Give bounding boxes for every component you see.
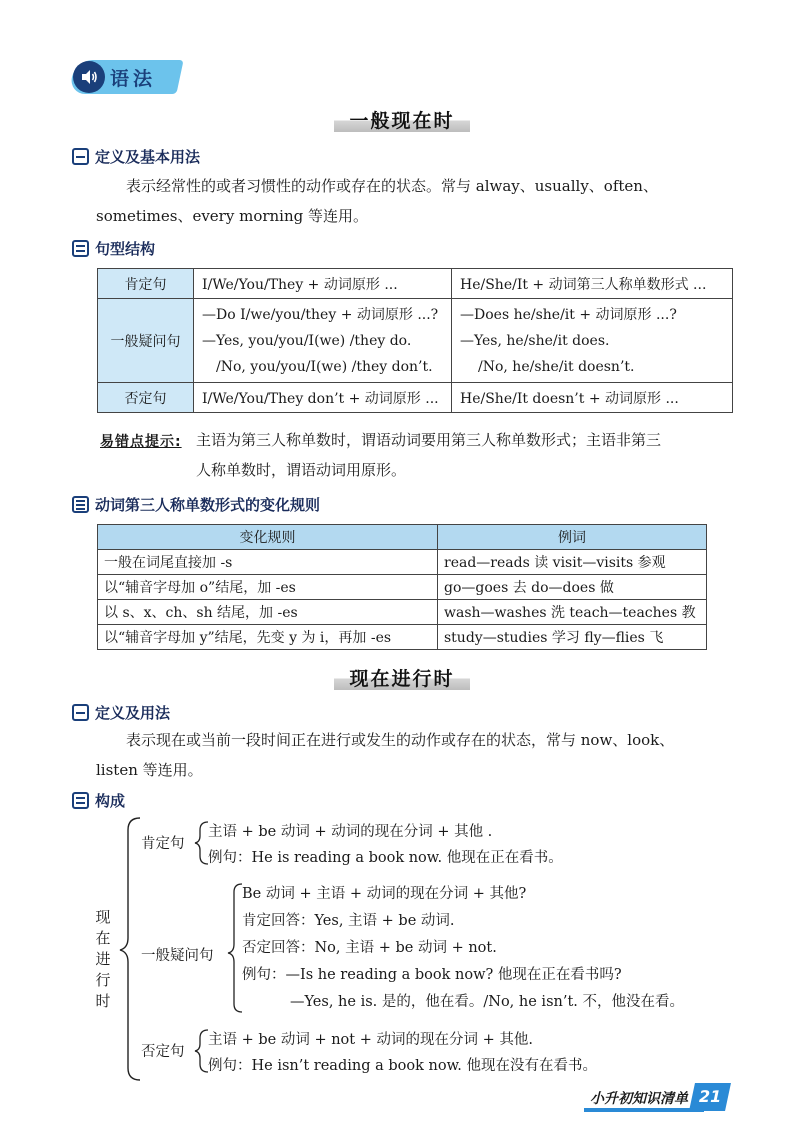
cell-line: /No, you/you/I(we) /they don’t. (216, 358, 433, 375)
question-line-3: 否定回答：No, 主语 + be 动词 + not. (242, 940, 497, 956)
affirmative-label: 肯定句 (141, 836, 185, 852)
question-line-2: 肯定回答：Yes, 主语 + be 动词. (242, 913, 455, 929)
question-line-4: 例句：—Is he reading a book now? 他现在正在看书吗? (242, 967, 622, 983)
heading-composition-label: 构成 (95, 791, 126, 810)
cell-line: —Yes, he/she/it does. (460, 332, 610, 349)
table-cell: I/We/You/They don’t + 动词原形 ... (194, 383, 452, 413)
affirmative-line-1: 主语 + be 动词 + 动词的现在分词 + 其他 . (208, 824, 493, 840)
side-label-present-continuous: 现在进行时 (95, 908, 111, 1010)
badge-label: 语法 (110, 68, 157, 90)
footer-book-title: 小升初知识清单 (590, 1091, 688, 1107)
table-cell: 一般在词尾直接加 -s (98, 550, 438, 575)
affirmative-line-2: 例句：He is reading a book now. 他现在正在看书。 (208, 850, 563, 866)
question-line-1: Be 动词 + 主语 + 动词的现在分词 + 其他? (242, 886, 527, 902)
question-label: 一般疑问句 (141, 948, 214, 964)
row-label: 一般疑问句 (98, 299, 194, 383)
continuous-definition-line-2: listen 等连用。 (96, 761, 203, 779)
section-title-simple-present: 一般现在时 (334, 106, 470, 132)
footer-bar (584, 1108, 704, 1112)
cell-line: —Do I/we/you/they + 动词原形 ...? (202, 306, 439, 323)
definition-line-1: 表示经常性的或者习惯性的动作或存在的状态。常与 alway、usually、often、 (126, 177, 658, 195)
question-line-5: —Yes, he is. 是的，他在看。/No, he isn’t. 不，他没在看。 (290, 994, 684, 1010)
negative-label: 否定句 (141, 1044, 185, 1060)
table-cell: go—goes 去 do—does 做 (438, 575, 707, 600)
table-cell: study—studies 学习 fly—flies 飞 (438, 625, 707, 650)
continuous-definition-line-1: 表示现在或当前一段时间正在进行或发生的动作或存在的状态，常与 now、look、 (126, 731, 675, 749)
heading-definition-label: 定义及基本用法 (95, 147, 201, 166)
cell-line: /No, he/she/it doesn’t. (478, 358, 635, 375)
column-header: 例词 (438, 525, 707, 550)
table-cell: 以 s、x、ch、sh 结尾，加 -es (98, 600, 438, 625)
page-number: 21 (689, 1083, 731, 1111)
cell-line: —Yes, you/you/I(we) /they do. (202, 332, 412, 349)
table-cell: He/She/It + 动词第三人称单数形式 ... (452, 269, 733, 299)
section-title-present-continuous: 现在进行时 (334, 664, 470, 690)
column-header: 变化规则 (98, 525, 438, 550)
table-cell: wash—washes 洗 teach—teaches 教 (438, 600, 707, 625)
tip-line-1: 主语为第三人称单数时，谓语动词要用第三人称单数形式；主语非第三 (196, 431, 662, 449)
heading-structure-label: 句型结构 (95, 239, 156, 258)
definition-line-2: sometimes、every morning 等连用。 (96, 207, 369, 225)
table-cell: He/She/It doesn’t + 动词原形 ... (452, 383, 733, 413)
table-cell: 以“辅音字母加 y”结尾，先变 y 为 i，再加 -es (98, 625, 438, 650)
table-cell: I/We/You/They + 动词原形 ... (194, 269, 452, 299)
heading-rules-label: 动词第三人称单数形式的变化规则 (95, 495, 321, 514)
row-label: 肯定句 (98, 269, 194, 299)
heading-definition-continuous-label: 定义及用法 (95, 703, 171, 722)
negative-line-2: 例句：He isn’t reading a book now. 他现在没有在看书。 (208, 1058, 597, 1074)
table-cell: read—reads 读 visit—visits 参观 (438, 550, 707, 575)
cell-line: —Does he/she/it + 动词原形 ...? (460, 306, 677, 323)
tip-label: 易错点提示: (100, 434, 182, 450)
negative-line-1: 主语 + be 动词 + not + 动词的现在分词 + 其他. (208, 1032, 533, 1048)
table-cell: 以“辅音字母加 o”结尾，加 -es (98, 575, 438, 600)
tip-line-2: 人称单数时，谓语动词用原形。 (196, 461, 407, 479)
row-label: 否定句 (98, 383, 194, 413)
